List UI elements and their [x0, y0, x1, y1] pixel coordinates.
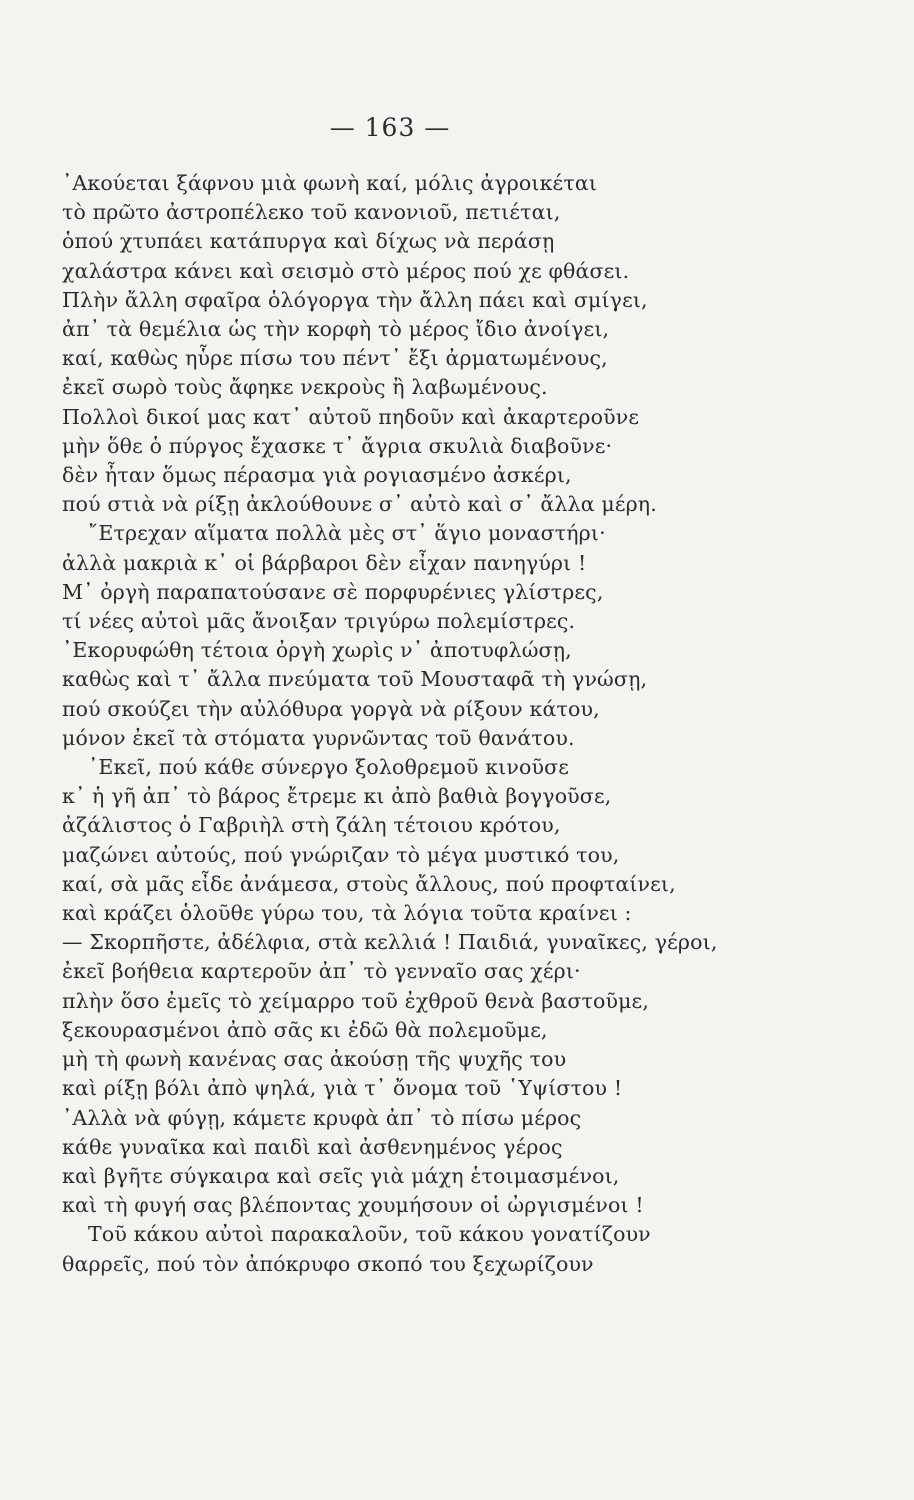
poem-line: Τοῦ κάκου αὐτοὶ παρακαλοῦν, τοῦ κάκου γονατίζουν	[88, 1222, 651, 1247]
poem-line: ῎Ετρεχαν αἵματα πολλὰ μὲς στ᾿ ἅγιο μοναστήρι·	[88, 521, 606, 546]
poem-line: κάθε γυναῖκα καὶ παιδὶ καὶ ἀσθενημένος γέρος	[62, 1134, 563, 1159]
poem-line: καὶ τὴ φυγή σας βλέποντας χουμήσουν οἱ ὠργισμένοι !	[62, 1193, 644, 1218]
poem-line: Μ᾿ ὀργὴ παραπατούσανε σὲ πορφυρένιες γλίστρες,	[62, 579, 604, 604]
poem-line: δὲν ἦταν ὅμως πέρασμα γιὰ ρογιασμένο ἀσκέρι,	[62, 463, 572, 488]
poem-line: χαλάστρα κάνει καὶ σεισμὸ στὸ μέρος πού χε φθάσει.	[62, 258, 630, 283]
poem-line: μόνον ἐκεῖ τὰ στόματα γυρνῶντας τοῦ θανάτου.	[62, 725, 575, 750]
poem-line: ἐκεῖ βοήθεια καρτεροῦν ἀπ᾿ τὸ γενναῖο σας χέρι·	[62, 959, 581, 984]
poem-line: Πολλοὶ δικοί μας κατ᾿ αὐτοῦ πηδοῦν καὶ ἀκαρτεροῦνε	[62, 404, 640, 429]
poem-line: ᾿Αλλὰ νὰ φύγῃ, κάμετε κρυφὰ ἀπ᾿ τὸ πίσω μέρος	[62, 1105, 582, 1130]
poem-line: ξεκουρασμένοι ἀπὸ σᾶς κι ἐδῶ θὰ πολεμοῦμε,	[62, 1017, 548, 1042]
poem-line: — Σκορπῆστε, ἀδέλφια, στὰ κελλιά ! Παιδιά, γυναῖκες, γέροι,	[62, 930, 718, 955]
poem-line: καὶ ρίξῃ βόλι ἀπὸ ψηλά, γιὰ τ᾿ ὄνομα τοῦ ῾Υψίστου !	[62, 1076, 623, 1101]
poem-line: κ᾿ ἡ γῆ ἀπ᾿ τὸ βάρος ἔτρεμε κι ἀπὸ βαθιὰ βογγοῦσε,	[62, 784, 612, 809]
poem-line: θαρρεῖς, πού τὸν ἀπόκρυφο σκοπό του ξεχωρίζουν	[62, 1251, 594, 1276]
poem-line: καὶ κράζει ὁλοῦθε γύρω του, τὰ λόγια τοῦτα κραίνει :	[62, 901, 632, 926]
poem-line: πού σκούζει τὴν αὐλόθυρα γοργὰ νὰ ρίξουν κάτου,	[62, 696, 600, 721]
poem-line: Πλὴν ἄλλη σφαῖρα ὁλόγοργα τὴν ἄλλη πάει καὶ σμίγει,	[62, 287, 648, 312]
poem-line: μὴ τὴ φωνὴ κανένας σας ἀκούσῃ τῆς ψυχῆς του	[62, 1047, 567, 1072]
poem-line: πλὴν ὅσο ἐμεῖς τὸ χείμαρρο τοῦ ἐχθροῦ θενὰ βαστοῦμε,	[62, 988, 649, 1013]
poem-line: μὴν ὅθε ὁ πύργος ἔχασκε τ᾿ ἄγρια σκυλιὰ διαβοῦνε·	[62, 433, 613, 458]
poem-line: ἐκεῖ σωρὸ τοὺς ἄφηκε νεκροὺς ἢ λαβωμένους.	[62, 375, 548, 400]
poem-line: πού στιὰ νὰ ρίξῃ ἀκλούθουνε σ᾿ αὐτὸ καὶ σ᾿ ἄλλα μέρη.	[62, 492, 657, 517]
poem-line: καὶ βγῆτε σύγκαιρα καὶ σεῖς γιὰ μάχη ἑτοιμασμένοι,	[62, 1163, 620, 1188]
poem-line: ᾿Εκεῖ, πού κάθε σύνεργο ξολοθρεμοῦ κινοῦσε	[88, 755, 570, 780]
poem-line: ᾿Εκορυφώθη τέτοια ὀργὴ χωρὶς ν᾿ ἀποτυφλώσῃ,	[62, 638, 572, 663]
poem-line: μαζώνει αὐτούς, πού γνώριζαν τὸ μέγα μυστικό του,	[62, 842, 620, 867]
poem-line: ἀζάλιστος ὁ Γαβριὴλ στὴ ζάλη τέτοιου κρότου,	[62, 813, 561, 838]
poem-line: ὁπού χτυπάει κατάπυργα καὶ δίχως νὰ περάσῃ	[62, 229, 555, 254]
poem-line: ἀπ᾿ τὰ θεμέλια ὡς τὴν κορφὴ τὸ μέρος ἴδιο ἀνοίγει,	[62, 317, 610, 342]
poem-line: τὸ πρῶτο ἀστροπέλεκο τοῦ κανονιοῦ, πετιέται,	[62, 200, 561, 225]
poem-text	[62, 169, 718, 1279]
poem-line: ἀλλὰ μακριὰ κ᾿ οἱ βάρβαροι δὲν εἶχαν πανηγύρι !	[62, 550, 587, 575]
poem-line: καί, σὰ μᾶς εἶδε ἀνάμεσα, στοὺς ἄλλους, πού προφταίνει,	[62, 871, 676, 896]
poem-line: καί, καθὼς ηὗρε πίσω του πέντ᾿ ἔξι ἀρματωμένους,	[62, 346, 608, 371]
poem-line: τί νέες αὐτοὶ μᾶς ἄνοιξαν τριγύρω πολεμίστρες.	[62, 609, 576, 634]
poem-line: ᾿Ακούεται ξάφνου μιὰ φωνὴ καί, μόλις ἀγροικέται	[62, 171, 598, 195]
poem-line: καθὼς καὶ τ᾿ ἄλλα πνεύματα τοῦ Μουσταφᾶ τὴ γνώσῃ,	[62, 667, 648, 692]
page-number: — 163 —	[329, 113, 451, 142]
